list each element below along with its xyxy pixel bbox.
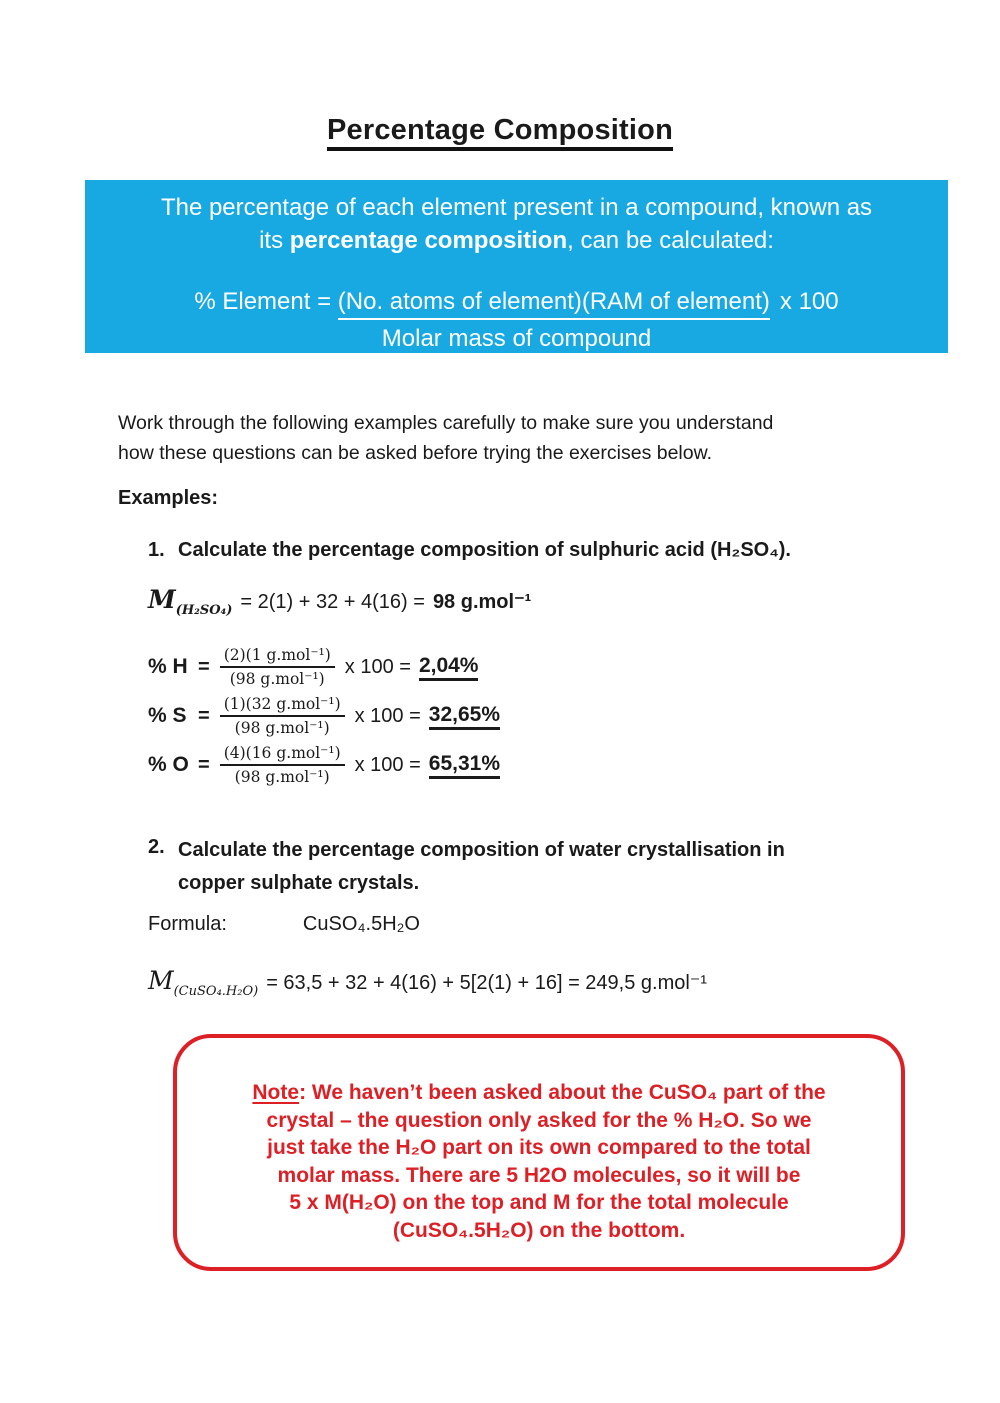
percent-h-denominator: (98 g.mol⁻¹) [229, 670, 325, 688]
percent-h-result: 2,04% [419, 654, 479, 681]
note-line-5: 5 x M(H₂O) on the top and M for the total molecule [289, 1191, 789, 1214]
molar-mass-working-2: = 63,5 + 32 + 4(16) + 5[2(1) + 16] = 249,5 g.mol⁻¹ [266, 972, 708, 994]
molar-mass-subscript-2: (CuSO₄.H₂O) [173, 984, 259, 999]
definition-line-2-pre: its [259, 227, 290, 254]
note-line-3: just take the H₂O part on its own compared to the total [267, 1136, 811, 1159]
percent-h-numerator: (2)(1 g.mol⁻¹) [220, 645, 335, 668]
note-line-6: (CuSO₄.5H₂O) on the bottom. [392, 1218, 686, 1242]
intro-line-2: how these questions can be asked before trying the exercises below. [118, 442, 713, 464]
formula-label: Formula: [148, 913, 227, 935]
molar-mass-symbol: M [148, 585, 176, 614]
percent-composition-workings [148, 644, 1000, 788]
molar-mass-equation-1 [148, 583, 1000, 628]
molar-mass-subscript: (H₂SO₄) [175, 603, 233, 618]
definition-box [85, 180, 948, 353]
percent-s-multiplier: x 100 = [354, 704, 421, 727]
percent-s-numerator: (1)(32 g.mol⁻¹) [220, 694, 345, 717]
definition-line-1: The percentage of each element present in a compound, known as [160, 194, 873, 221]
examples-heading: Examples: [118, 487, 219, 509]
percent-s-result: 32,65% [429, 703, 500, 730]
example-2-heading [148, 834, 1000, 900]
intro-line-1: Work through the following examples carefully to make sure you understand [118, 412, 774, 434]
page-title [0, 112, 1000, 148]
example-2-number: 2. [148, 836, 165, 858]
example-1-heading [148, 537, 1000, 563]
molar-mass-equation-2 [148, 964, 1000, 1009]
percent-s-equals: = [198, 704, 210, 727]
example-1-number: 1. [148, 539, 165, 561]
percent-o-multiplier: x 100 = [354, 753, 421, 776]
percent-s-row [148, 693, 1000, 739]
definition-line-2 [85, 224, 948, 257]
formula-value: CuSO₄.5H₂O [302, 913, 420, 935]
example-2-text-line-1: Calculate the percentage composition of water crystallisation in [178, 839, 785, 861]
percent-h-fraction [220, 645, 335, 689]
note-line-1-rest: : We haven’t been asked about the CuSO₄ part of the [299, 1081, 826, 1104]
page-title-text: Percentage Composition [327, 114, 673, 151]
percent-h-row [148, 644, 1000, 690]
formula-multiplier: x 100 [779, 288, 839, 315]
percent-s-fraction [220, 694, 345, 738]
formula-line [148, 910, 1000, 938]
molar-mass-result: 98 g.mol⁻¹ [432, 591, 532, 613]
percent-o-denominator: (98 g.mol⁻¹) [234, 768, 330, 786]
molar-mass-symbol-2: M [148, 966, 174, 995]
example-2-text [178, 834, 785, 900]
percent-s-label: % S [148, 704, 187, 727]
percent-o-row [148, 742, 1000, 788]
intro-paragraph [118, 408, 1000, 468]
percent-h-multiplier: x 100 = [344, 655, 411, 678]
molar-mass-working: = 2(1) + 32 + 4(16) = [240, 591, 425, 613]
formula-denominator: Molar mass of compound [381, 325, 652, 352]
definition-line-2-post: , can be calculated: [567, 227, 774, 254]
percent-s-denominator: (98 g.mol⁻¹) [234, 719, 330, 737]
percent-o-result: 65,31% [429, 752, 500, 779]
note-label: Note [252, 1081, 300, 1104]
percent-o-fraction [220, 743, 345, 787]
example-2-text-line-2: copper sulphate crystals. [178, 872, 420, 894]
formula-numerator: (No. atoms of element)(RAM of element) [338, 288, 770, 320]
percent-h-label: % H [148, 655, 188, 678]
document-page [0, 112, 1000, 1403]
note-line-1 [177, 1079, 901, 1107]
note-line-2: crystal – the question only asked for the % H₂O. So we [266, 1108, 812, 1132]
percent-h-equals: = [198, 655, 210, 678]
percent-element-formula [85, 285, 948, 318]
percent-o-numerator: (4)(16 g.mol⁻¹) [220, 743, 345, 766]
note-line-4: molar mass. There are 5 H2O molecules, so it will be [277, 1163, 801, 1187]
example-1-text: Calculate the percentage composition of sulphuric acid (H₂SO₄). [178, 539, 791, 561]
percent-o-label: % O [148, 753, 189, 776]
percent-o-equals: = [198, 753, 210, 776]
formula-lhs: % Element = [194, 288, 338, 315]
note-callout-box [173, 1034, 905, 1271]
definition-line-2-bold: percentage composition [289, 227, 568, 254]
